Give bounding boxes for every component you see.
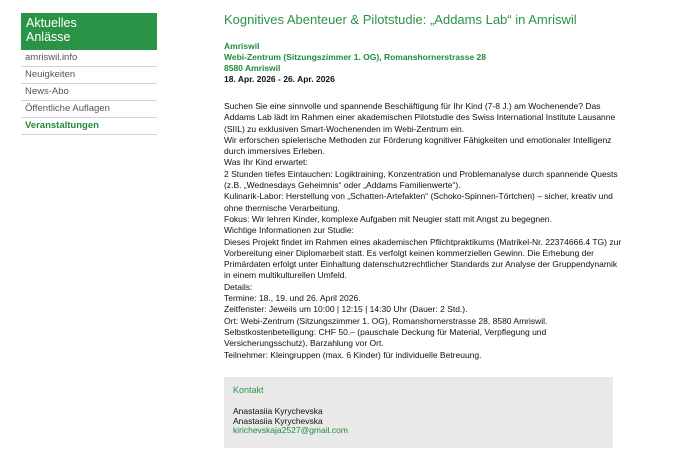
sidebar-nav (21, 50, 157, 135)
description-line: Addams Lab lädt im Rahmen einer akademischen Pilotstudie des Swiss International Institute Lausanne (224, 112, 616, 123)
description-line: durch immersives Erleben. (224, 146, 325, 157)
description-line: Ort: Webi-Zentrum (Sitzungszimmer 1. OG), Romanshornerstrasse 28, 8580 Amriswil. (224, 315, 548, 326)
event-description (224, 101, 624, 361)
event-venue: Webi-Zentrum (Sitzungszimmer 1. OG), Romanshornerstrasse 28 (224, 52, 486, 62)
sidebar-heading (21, 13, 157, 50)
description-line: Suchen Sie eine sinnvolle und spannende Beschäftigung für Ihr Kind (7-8 J.) am Wochenende? Das (224, 101, 601, 111)
event-place: Amriswil (224, 41, 260, 51)
sidebar-heading-line1: Aktuelles (26, 16, 77, 30)
event-location (224, 41, 624, 85)
event-zip-city: 8580 Amriswil (224, 63, 281, 73)
description-line: Vorbereitung einer Diplomarbeit statt. Es verfolgt keinen kommerziellen Gewinn. Die Erhebung der (224, 247, 594, 258)
sidebar (21, 13, 157, 135)
description-line: Termine: 18., 19. und 26. April 2026. (224, 293, 361, 304)
description-line: Selbstkostenbeteiligung: CHF 50.– (pauschale Deckung für Material, Verpflegung und (224, 326, 547, 337)
description-line: Versicherungsschutz). Barzahlung vor Ort. (224, 338, 384, 349)
description-line: Kulinarik-Labor: Herstellung von „Schatten-Artefakten“ (Schoko-Spinnen-Törtchen) – sicher, kreativ und (224, 191, 613, 202)
description-line: Fokus: Wir lehren Kinder, komplexe Aufgaben mit Neugier statt mit Angst zu begegnen. (224, 213, 552, 224)
description-line: in einem multikulturellen Umfeld. (224, 270, 347, 281)
description-line: Wir erforschen spielerische Methoden zur Förderung kognitiver Fähigkeiten und emotionaler Intelligenz (224, 134, 612, 145)
sidebar-item-neuigkeiten[interactable]: Neuigkeiten (21, 67, 157, 84)
contact-email-link[interactable]: kirichevskaja2527@gmail.com (233, 425, 348, 436)
contact-box (224, 377, 613, 448)
description-line: Wichtige Informationen zur Studie: (224, 225, 354, 236)
description-line: Dieses Projekt findet im Rahmen eines akademischen Pflichtpraktikums (Matrikel-Nr. 22374666.4 TG) zur (224, 236, 622, 247)
contact-name: Anastasiia Kyrychevska (233, 406, 323, 416)
description-line: (z.B. „Wednesdays Geheimnis“ oder „Addams Familienwerte“). (224, 180, 461, 191)
description-line: ohne thermische Verarbeitung. (224, 202, 340, 213)
description-line: Zeitfenster: Jeweils um 10:00 | 12:15 | 14:30 Uhr (Dauer: 2 Std.). (224, 304, 468, 315)
description-line: Primärdaten erfolgt unter Einhaltung datenschutzrechtlicher Standards zur Analyse der Gruppendynamik (224, 259, 618, 270)
sidebar-heading-line2: Anlässe (26, 30, 71, 44)
description-line: (SIIL) zu exklusiven Smart-Wochenenden im Webi-Zentrum ein. (224, 123, 465, 134)
sidebar-item-news-abo[interactable]: News-Abo (21, 84, 157, 101)
description-line: Details: (224, 281, 253, 292)
contact-details (233, 407, 348, 436)
contact-name-secondary: Anastasiia Kyrychevska (233, 415, 323, 426)
event-dates: 18. Apr. 2026 - 26. Apr. 2026 (224, 74, 335, 84)
description-line: 2 Stunden tiefes Eintauchen: Logiktraining, Konzentration und Problemanalyse durch spannende Quests (224, 168, 618, 179)
sidebar-item-veranstaltungen[interactable]: Veranstaltungen (21, 118, 157, 135)
sidebar-item-oeffentliche-auflagen[interactable]: Öffentliche Auflagen (21, 101, 157, 118)
description-line: Was Ihr Kind erwartet: (224, 157, 308, 168)
description-line: Teilnehmer: Kleingruppen (max. 6 Kinder) für individuelle Betreuung. (224, 349, 482, 360)
page-title: Kognitives Abenteuer & Pilotstudie: „Addams Lab“ in Amriswil (224, 12, 577, 27)
contact-heading: Kontakt (233, 385, 264, 395)
event-detail (224, 12, 624, 361)
sidebar-item-amriswil-info[interactable]: amriswil.info (21, 50, 157, 67)
